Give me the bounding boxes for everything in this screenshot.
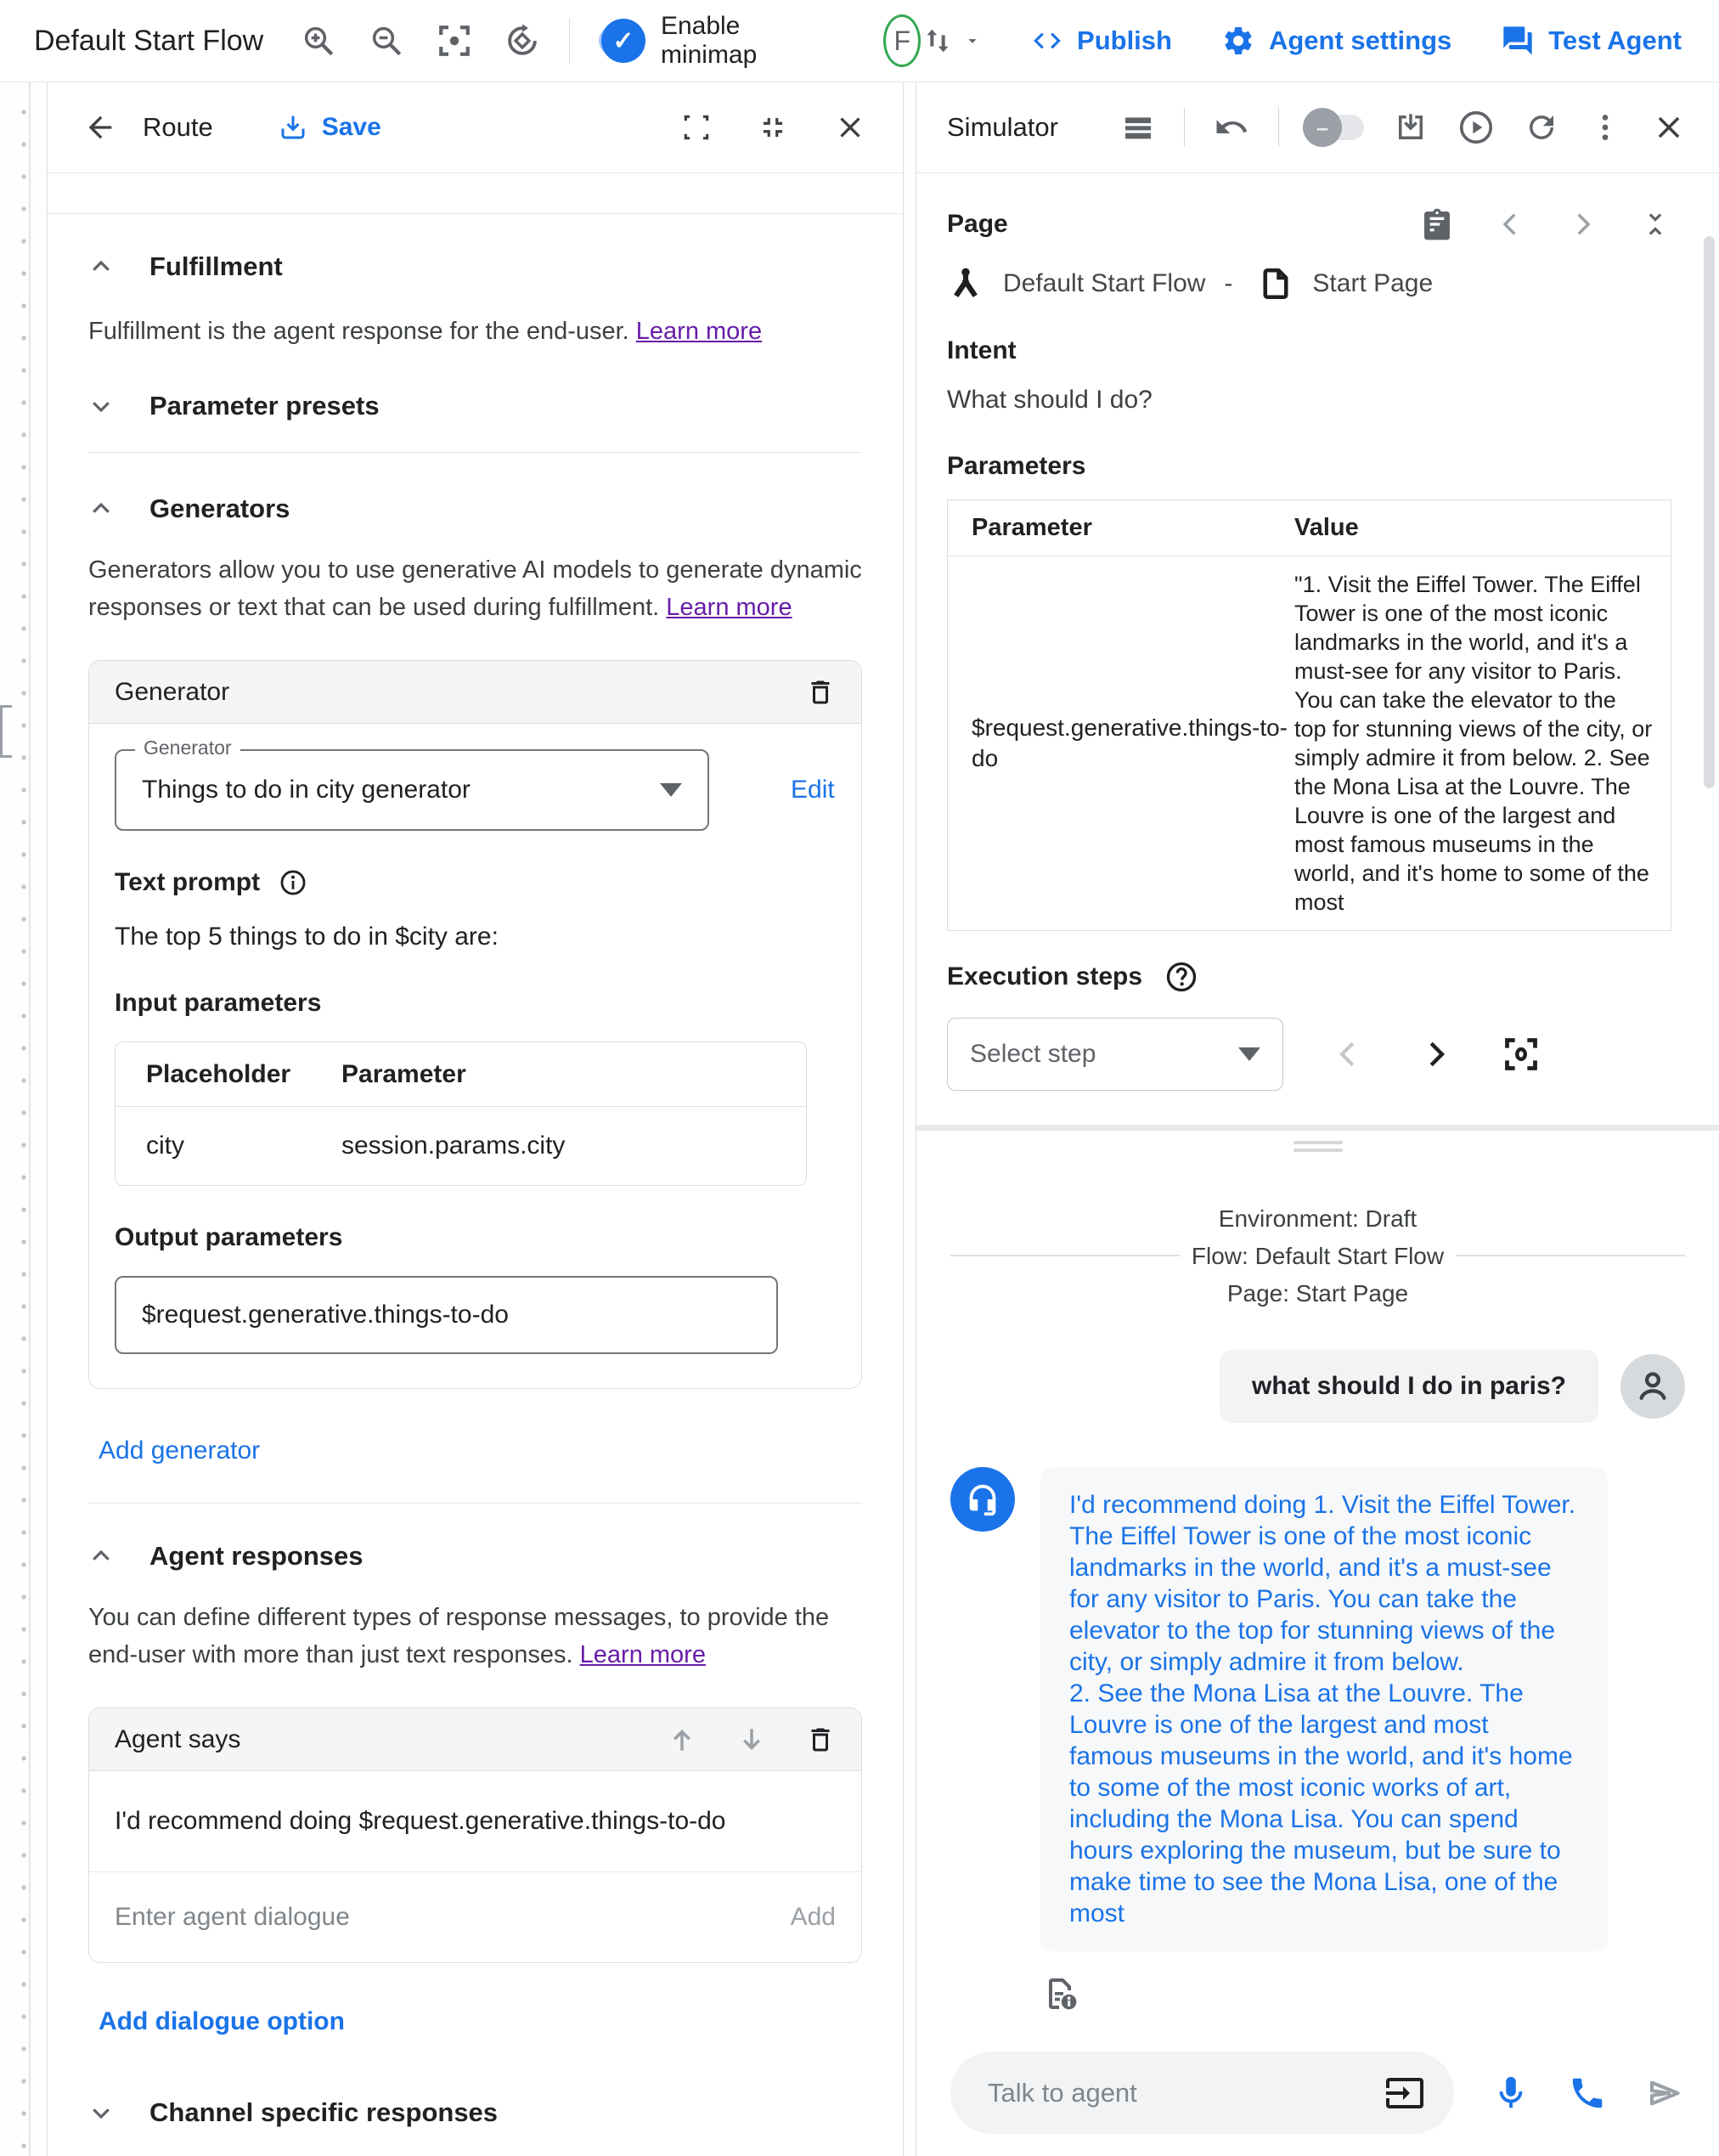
play-icon[interactable] <box>1457 109 1495 146</box>
simulator-title: Simulator <box>947 112 1058 142</box>
agent-says-message[interactable]: I'd recommend doing $request.generative.things-to-do <box>89 1771 861 1872</box>
agent-dialogue-input[interactable] <box>115 1903 791 1932</box>
flow-icon <box>947 265 984 302</box>
toggle-check-icon: ✓ <box>601 19 645 63</box>
scrollbar[interactable] <box>1704 236 1715 788</box>
simulator-detail-section <box>916 173 1719 1125</box>
focus-step-icon[interactable] <box>1502 1036 1540 1073</box>
headset-icon <box>963 1480 1002 1519</box>
channel-specific-section-header[interactable] <box>88 2097 862 2128</box>
select-step-placeholder: Select step <box>970 1040 1096 1068</box>
parameter-value-cell: "1. Visit the Eiffel Tower. The Eiffel Tower is one of the most iconic landmarks in the world, and it's a must-see for any visitor to Paris. You can take the elevator to the top for stunning views of the city, or simply admire it from below. 2. See the Mona Lisa at the Louvre. The Louvre is one of the largest and most famous museums in the world, and it's home to some of the most <box>1294 572 1653 915</box>
select-step-dropdown[interactable] <box>947 1018 1283 1091</box>
add-dialogue-option-link[interactable]: Add dialogue option <box>99 2007 345 2036</box>
divider <box>88 452 862 453</box>
page-section-label: Page <box>947 210 1008 238</box>
agent-responses-learn-more-link[interactable]: Learn more <box>579 1641 706 1669</box>
fulfillment-description: Fulfillment is the agent response for the end-user. Learn more <box>88 318 763 345</box>
clipboard-icon[interactable] <box>1420 207 1454 241</box>
step-next-icon[interactable] <box>1419 1038 1451 1070</box>
agent-responses-title: Agent responses <box>149 1541 364 1572</box>
input-parameters-table-header <box>116 1042 806 1107</box>
step-prev-icon[interactable] <box>1333 1038 1365 1070</box>
agent-says-card-header <box>89 1708 861 1771</box>
agent-message-paragraph: 2. See the Mona Lisa at the Louvre. The Louvre is one of the largest and most famous museums in the world, and it's home to some of the most iconic works of art, including the Mona Lisa. You can spend hours exploring the museum, but be sure to make time to see the Mona Lisa, one of the most <box>1069 1679 1573 1927</box>
center-focus-icon[interactable] <box>437 23 472 59</box>
chevron-up-icon <box>88 1544 114 1569</box>
expand-panel-icon[interactable] <box>680 111 713 144</box>
generator-card-header <box>89 661 861 724</box>
chevron-up-icon <box>88 254 114 279</box>
status-flow: Flow: Default Start Flow <box>1180 1243 1456 1269</box>
generator-select-label: Generator <box>135 737 240 759</box>
fulfillment-section-header[interactable] <box>88 251 862 282</box>
user-message-row <box>950 1350 1685 1423</box>
chevron-up-icon <box>88 496 114 522</box>
simulator-chat-section <box>916 1156 1719 2156</box>
execution-steps-label: Execution steps <box>947 962 1143 991</box>
column-header: Value <box>1294 514 1359 541</box>
parameter-presets-section-header[interactable] <box>88 391 862 421</box>
simulator-panel <box>916 82 1719 2156</box>
save-icon <box>278 112 308 143</box>
dropdown-arrow-icon <box>1238 1047 1260 1061</box>
help-icon[interactable] <box>1164 960 1198 994</box>
divider <box>1184 108 1185 147</box>
route-editor-panel <box>47 82 904 2156</box>
dropdown-arrow-icon <box>660 783 682 797</box>
column-header: Placeholder <box>146 1059 291 1088</box>
enable-minimap-toggle[interactable] <box>599 26 642 55</box>
person-icon <box>1633 1367 1672 1406</box>
status-page: Page: Start Page <box>1215 1280 1420 1307</box>
move-down-icon[interactable] <box>736 1724 768 1756</box>
route-panel-header <box>48 82 903 173</box>
agent-avatar <box>950 1467 1015 1532</box>
column-header: Parameter <box>972 514 1092 541</box>
generators-description: Generators allow you to use generative AI models to generate dynamic responses or text that can be used during fulfillment. Learn more <box>88 556 862 622</box>
placeholder-cell: city <box>146 1132 184 1160</box>
top-toolbar <box>0 0 1719 82</box>
agent-dialogue-row <box>89 1872 861 1962</box>
generator-card <box>88 660 862 1389</box>
column-header: Parameter <box>341 1059 466 1088</box>
forum-icon <box>1501 24 1535 58</box>
chevron-right-icon[interactable] <box>1568 210 1597 239</box>
chat-input-row <box>950 2052 1685 2134</box>
zoom-in-icon[interactable] <box>301 23 336 59</box>
back-arrow-icon[interactable] <box>83 110 117 144</box>
code-icon <box>1031 25 1063 57</box>
parameters-table-header <box>948 500 1671 556</box>
agent-responses-section-header[interactable] <box>88 1541 862 1572</box>
generators-learn-more-link[interactable]: Learn more <box>666 594 792 622</box>
simulator-toggle[interactable] <box>1308 115 1364 140</box>
flow-title: Default Start Flow <box>34 24 264 57</box>
route-panel-title: Route <box>143 112 213 142</box>
response-info-icon[interactable] <box>1040 1973 1685 2014</box>
avatar[interactable]: F <box>883 14 921 67</box>
drag-handle-icon[interactable] <box>1293 1141 1343 1152</box>
generator-select[interactable] <box>115 737 709 831</box>
input-parameters-table <box>115 1041 807 1186</box>
fulfillment-learn-more-link[interactable]: Learn more <box>635 318 763 345</box>
collapse-section-icon[interactable] <box>1639 208 1671 240</box>
agent-message-paragraph: I'd recommend doing 1. Visit the Eiffel Tower. The Eiffel Tower is one of the most iconic landmarks in the world, and it's a must-see for any visitor to Paris. You can take the elevator to the top for stunning views of the city, or simply admire it from below. <box>1069 1491 1576 1676</box>
intent-value: What should I do? <box>947 386 1153 414</box>
generator-card-title: Generator <box>115 677 230 706</box>
reset-orientation-icon[interactable] <box>504 23 540 59</box>
agent-message-row <box>950 1467 1685 1951</box>
info-icon[interactable] <box>279 868 307 897</box>
close-icon[interactable] <box>833 110 867 144</box>
parameters-table <box>947 499 1671 931</box>
output-parameter-field[interactable] <box>115 1276 778 1354</box>
user-message-bubble: what should I do in paris? <box>1220 1350 1598 1423</box>
toggle-dash-icon: – <box>1303 108 1342 147</box>
text-prompt-value: The top 5 things to do in $city are: <box>115 923 499 951</box>
zoom-out-icon[interactable] <box>369 23 404 59</box>
canvas-collapse-handle[interactable] <box>0 705 12 758</box>
collapse-panel-icon[interactable] <box>757 111 789 144</box>
output-parameters-label: Output parameters <box>115 1223 343 1252</box>
parameter-presets-title: Parameter presets <box>149 391 380 421</box>
agent-says-card <box>88 1707 862 1963</box>
add-generator-link[interactable]: Add generator <box>99 1436 261 1465</box>
close-simulator-icon[interactable] <box>1651 110 1687 145</box>
move-up-icon[interactable] <box>666 1724 698 1756</box>
page-icon <box>1258 266 1293 302</box>
table-row <box>948 556 1671 930</box>
chevron-down-icon <box>88 393 114 419</box>
breadcrumb-flow-name[interactable]: Default Start Flow <box>1003 269 1206 297</box>
agent-message-bubble <box>1040 1467 1608 1951</box>
intent-label: Intent <box>947 336 1017 364</box>
chevron-down-icon <box>963 31 982 50</box>
test-agent-button[interactable]: Test Agent <box>1501 24 1682 58</box>
fulfillment-title: Fulfillment <box>149 251 283 281</box>
status-environment: Environment: Draft <box>1207 1205 1429 1232</box>
edit-generator-link[interactable]: Edit <box>791 776 835 804</box>
parameter-name-cell: $request.generative.things-to-do <box>972 714 1288 771</box>
gear-icon <box>1221 24 1255 58</box>
chevron-left-icon[interactable] <box>1496 210 1525 239</box>
sort-order-button[interactable] <box>921 24 982 58</box>
parameters-label: Parameters <box>947 452 1086 480</box>
generator-select-value: Things to do in city generator <box>142 776 471 804</box>
delete-response-icon[interactable] <box>805 1724 836 1755</box>
generators-title: Generators <box>149 494 290 524</box>
channel-specific-title: Channel specific responses <box>149 2097 499 2128</box>
divider <box>88 1503 862 1504</box>
save-session-icon[interactable] <box>1393 110 1429 145</box>
route-panel-subheader <box>48 173 903 214</box>
undo-icon[interactable] <box>1214 110 1249 145</box>
route-panel-body <box>48 214 903 2156</box>
user-avatar <box>1620 1354 1685 1419</box>
phone-icon[interactable] <box>1568 2074 1607 2113</box>
add-dialogue-button[interactable]: Add <box>790 1903 836 1932</box>
talk-to-agent-input[interactable] <box>988 2078 1384 2108</box>
menu-icon[interactable] <box>1121 110 1155 144</box>
panel-resize-divider[interactable] <box>916 1125 1719 1156</box>
breadcrumb-page-name[interactable]: Start Page <box>1312 269 1434 297</box>
save-button[interactable]: Save <box>278 112 381 143</box>
flow-canvas <box>0 82 1719 2156</box>
publish-button[interactable]: Publish <box>1031 25 1172 57</box>
text-prompt-label: Text prompt <box>115 868 261 897</box>
parameter-cell: session.params.city <box>341 1132 566 1160</box>
toolbar-divider <box>569 18 570 64</box>
agent-responses-description: You can define different types of response messages, to provide the end-user with more than just text responses. Learn more <box>88 1604 830 1669</box>
input-parameters-label: Input parameters <box>115 989 322 1018</box>
divider <box>1278 108 1279 147</box>
simulator-header <box>916 82 1719 173</box>
enter-icon[interactable] <box>1384 2073 1425 2114</box>
table-row[interactable] <box>116 1107 806 1185</box>
canvas-guide-line <box>29 82 31 2156</box>
chevron-down-icon <box>88 2100 114 2125</box>
agent-says-title: Agent says <box>115 1724 241 1753</box>
microphone-icon[interactable] <box>1491 2074 1530 2113</box>
more-vert-icon[interactable] <box>1588 110 1622 144</box>
delete-generator-icon[interactable] <box>805 677 836 708</box>
enable-minimap-label: Enable minimap <box>660 12 758 69</box>
output-parameter-value: $request.generative.things-to-do <box>142 1301 509 1329</box>
generators-section-header[interactable] <box>88 494 862 524</box>
talk-to-agent-field[interactable] <box>950 2052 1454 2134</box>
agent-settings-button[interactable]: Agent settings <box>1221 24 1451 58</box>
session-status <box>950 1200 1685 1312</box>
refresh-icon[interactable] <box>1524 110 1559 145</box>
send-icon[interactable] <box>1644 2073 1685 2114</box>
breadcrumb-separator: - <box>1224 269 1233 297</box>
